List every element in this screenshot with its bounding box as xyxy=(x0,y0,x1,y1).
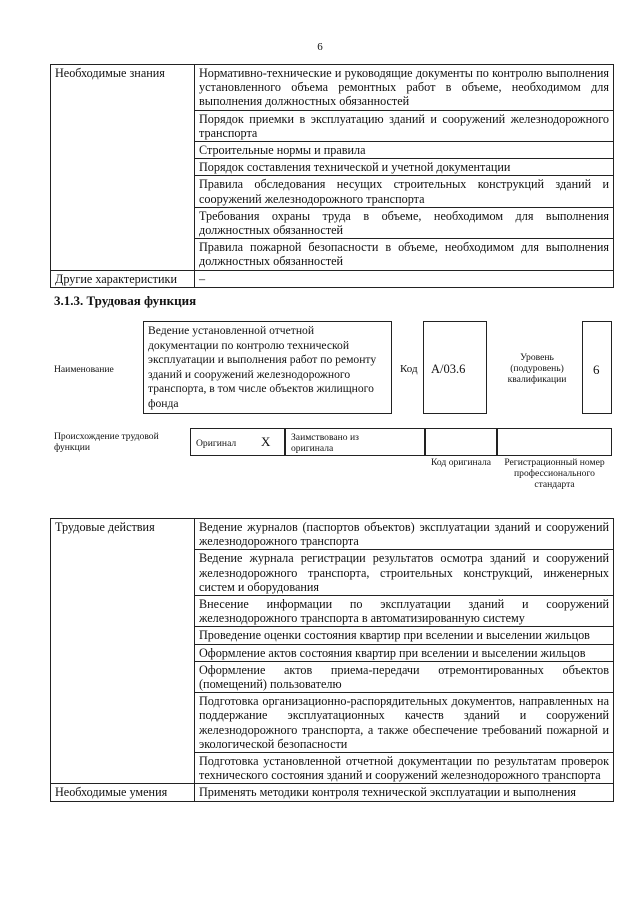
row-label-skills: Необходимые умения xyxy=(51,784,195,801)
row-label-knowledge: Необходимые знания xyxy=(51,65,195,271)
function-name: Ведение установленной отчетной документации по контролю технической эксплуатации и выполнения работ по ремонту зданий и сооружений железнодорожного транспорта, в том числе объектов жилищного фонда xyxy=(148,324,377,410)
table-cell: Правила пожарной безопасности в объеме, необходимом для выполнения должностных обязанностей xyxy=(195,239,614,270)
code-box xyxy=(423,321,487,414)
table-cell: Нормативно-технические и руководящие документы по контролю выполнения установленного объема ремонтных работ в объеме, необходимом для выполнения должностных обязанностей xyxy=(195,65,614,111)
table-cell: Правила обследования несущих строительных конструкций зданий и сооружений железнодорожного транспорта xyxy=(195,176,614,207)
code-value: А/03.6 xyxy=(431,362,466,376)
table-cell: Внесение информации по эксплуатации зданий и сооружений железнодорожного транспорта в автоматизированную систему xyxy=(195,596,614,627)
origin-borrowed-box xyxy=(285,428,425,456)
table-cell: – xyxy=(195,270,614,287)
knowledge-table xyxy=(50,64,614,288)
row-label-actions: Трудовые действия xyxy=(51,519,195,784)
table-cell: Ведение журналов (паспортов объектов) эксплуатации зданий и сооружений железнодорожного транспорта xyxy=(195,519,614,550)
page-number: 6 xyxy=(317,41,323,53)
original-mark: X xyxy=(261,434,271,449)
table-cell: Требования охраны труда в объеме, необходимом для выполнения должностных обязанностей xyxy=(195,207,614,238)
borrowed-label: Заимствовано из оригинала xyxy=(291,432,359,454)
origin-reg-box xyxy=(497,428,612,456)
table-cell: Проведение оценки состояния квартир при вселении и выселении жильцов xyxy=(195,627,614,644)
original-label: Оригинал xyxy=(196,438,237,449)
level-box xyxy=(582,321,612,414)
table-cell: Подготовка организационно-распорядительных документов, направленных на поддержание эксплуатационных качеств зданий и сооружений железнодорожного транспорта, а также обеспечение требований пожарной и экологической безопасности xyxy=(195,693,614,753)
name-label: Наименование xyxy=(54,364,114,375)
origin-code-box xyxy=(425,428,497,456)
origin-label: Происхождение трудовой функции xyxy=(54,431,159,453)
table-cell: Строительные нормы и правила xyxy=(195,142,614,159)
origin-original-box xyxy=(190,428,285,456)
code-original-label: Код оригинала xyxy=(430,457,492,468)
table-cell: Оформление актов состояния квартир при вселении и выселении жильцов xyxy=(195,644,614,661)
table-cell: Оформление актов приема-передачи отремонтированных объектов (помещений) пользователю xyxy=(195,661,614,692)
reg-number-label: Регистрационный номер профессионального стандарта xyxy=(504,457,605,490)
row-label-other: Другие характеристики xyxy=(51,270,195,287)
section-heading: 3.1.3. Трудовая функция xyxy=(54,293,197,308)
table-cell: Подготовка установленной отчетной документации по результатам проверок технического состояния зданий и сооружений железнодорожного транспорта xyxy=(195,753,614,784)
level-label: Уровень (подуровень) квалификации xyxy=(507,352,567,385)
code-label: Код xyxy=(400,363,418,375)
level-value: 6 xyxy=(593,362,600,377)
table-cell: Порядок приемки в эксплуатацию зданий и сооружений железнодорожного транспорта xyxy=(195,110,614,141)
table-cell: Ведение журнала регистрации результатов осмотра зданий и сооружений железнодорожного транспорта, строительных конструкций, инженерных систем и оборудования xyxy=(195,550,614,596)
actions-table xyxy=(50,518,614,802)
function-name-box xyxy=(143,321,392,414)
table-cell: Применять методики контроля технической эксплуатации и выполнения xyxy=(195,784,614,801)
table-cell: Порядок составления технической и учетной документации xyxy=(195,159,614,176)
